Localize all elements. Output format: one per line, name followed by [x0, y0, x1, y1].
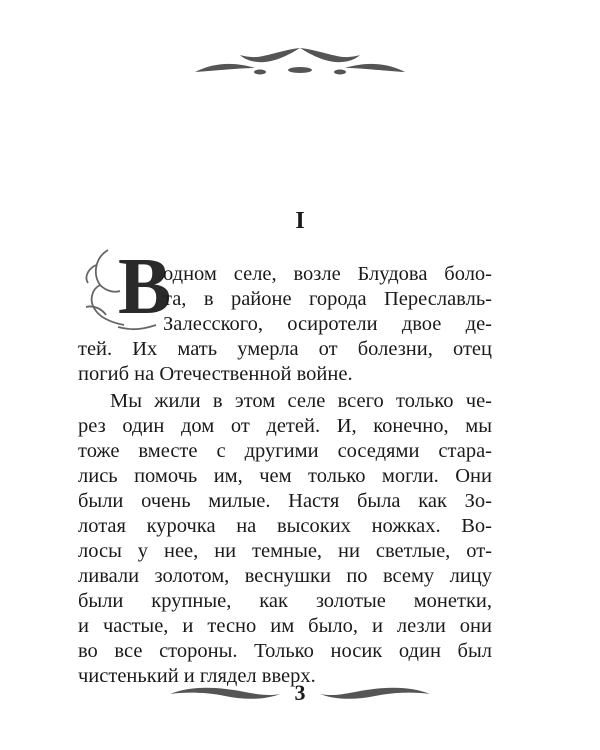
page-number: 3 — [294, 680, 306, 705]
text-line: чистенький и глядел вверх. — [78, 665, 316, 687]
text-line: были очень милые. Настя была как Зо- — [78, 490, 492, 512]
text-line: лись помочь им, чем только могли. Они — [78, 465, 492, 487]
text-line: во все стороны. Только носик один был — [78, 640, 492, 662]
text-line: и частые, и тесно им было, и лезли они — [78, 615, 492, 637]
text-line: рез один дом от детей. И, конечно, мы — [78, 415, 492, 437]
text-line: погиб на Отечественной войне. — [78, 363, 353, 385]
text-line: Залесского, осиротели двое де- — [163, 313, 492, 335]
text-line: одном селе, возле Блудова боло- — [163, 263, 492, 285]
text-line: тоже вместе с другими соседями стара- — [78, 440, 492, 462]
chapter-heading: I — [295, 208, 305, 234]
text-line: Мы жили в этом селе всего только че- — [110, 390, 492, 412]
text-line: лотая курочка на высоких ножках. Во- — [78, 515, 492, 537]
top-ornament-icon — [185, 40, 415, 80]
text-line: были крупные, как золотые монетки, — [78, 590, 492, 612]
drop-cap — [78, 243, 172, 335]
text-line: тей. Их мать умерла от болезни, отец — [78, 338, 492, 360]
text-line: ливали золотом, веснушки по всему лицу — [78, 565, 492, 587]
text-line: та, в районе города Переславль- — [163, 288, 492, 310]
dropcap-letter: В — [118, 243, 172, 331]
text-line: лосы у нее, ни темные, ни светлые, от- — [78, 540, 492, 562]
